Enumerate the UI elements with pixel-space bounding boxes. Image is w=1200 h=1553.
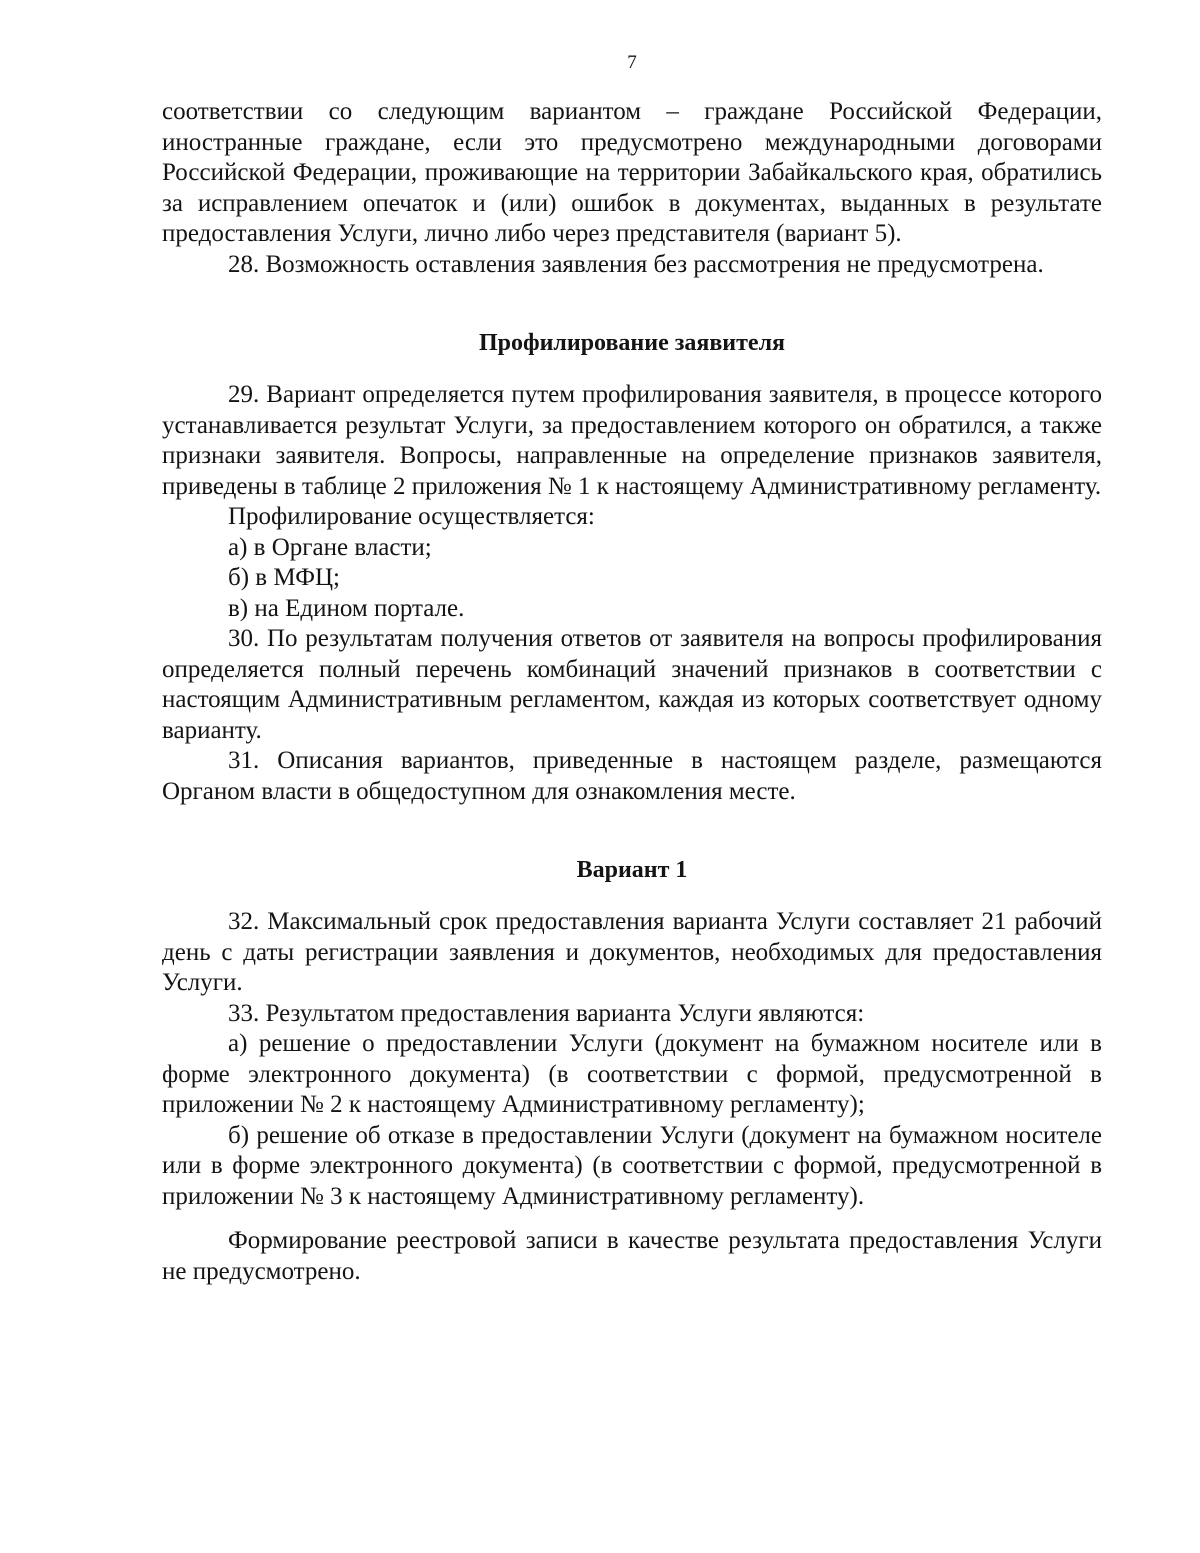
paragraph-29: 29. Вариант определяется путем профилирования заявителя, в процессе которого устанавливается результат Услуги, за предоставлением которого он обратился, а также признаки заявителя. Вопросы, направленные на определение признаков заявителя, приведены в таблице 2 приложения № 1 к настоящему Административному регламенту. xyxy=(162,381,1102,500)
page-number: 7 xyxy=(627,52,637,73)
section-heading-profiling: Профилирование заявителя xyxy=(478,330,786,356)
paragraph-32: 32. Максимальный срок предоставления варианта Услуги составляет 21 рабочий день с даты регистрации заявления и документов, необходимых для предоставления Услуги. xyxy=(162,908,1102,996)
document-body xyxy=(162,97,1102,1287)
list-item-33b: б) решение об отказе в предоставлении Услуги (документ на бумажном носителе или в форме электронного документа) (в соответствии с формой, предусмотренной в приложении № 3 к настоящему Административному регламенту). xyxy=(162,1121,1102,1210)
paragraph-registry-note: Формирование реестровой записи в качестве результата предоставления Услуги не предусмотрено. xyxy=(162,1227,1102,1285)
paragraph-continuation: соответствии со следующим вариантом – граждане Российской Федерации, иностранные граждане, если это предусмотрено международными договорами Российской Федерации, проживающие на территории Забайкальского края, обратились за исправлением опечаток и (или) ошибок в документах, выданных в результате предоставления Услуги, лично либо через представителя (вариант 5). xyxy=(162,98,1102,247)
paragraph-28: 28. Возможность оставления заявления без рассмотрения не предусмотрена. xyxy=(228,250,1044,278)
paragraph-31: 31. Описания вариантов, приведенные в настоящем разделе, размещаются Органом власти в общедоступном для ознакомления месте. xyxy=(162,747,1102,805)
list-item-a: а) в Органе власти; xyxy=(228,533,432,561)
list-item-v: в) на Едином портале. xyxy=(228,594,465,622)
list-item-33a: а) решение о предоставлении Услуги (документ на бумажном носителе или в форме электронного документа) (в соответствии с формой, предусмотренной в приложении № 2 к настоящему Административному регламенту); xyxy=(162,1030,1102,1118)
paragraph-33: 33. Результатом предоставления варианта Услуги являются: xyxy=(228,999,865,1027)
paragraph-30: 30. По результатам получения ответов от заявителя на вопросы профилирования определяется полный перечень комбинаций значений признаков в соответствии с настоящим Административным регламентом, каждая из которых соответствует одному варианту. xyxy=(162,625,1102,744)
paragraph-profiling-intro: Профилирование осуществляется: xyxy=(228,503,595,530)
section-heading-variant-1: Вариант 1 xyxy=(576,857,688,883)
list-item-b: б) в МФЦ; xyxy=(228,564,340,591)
